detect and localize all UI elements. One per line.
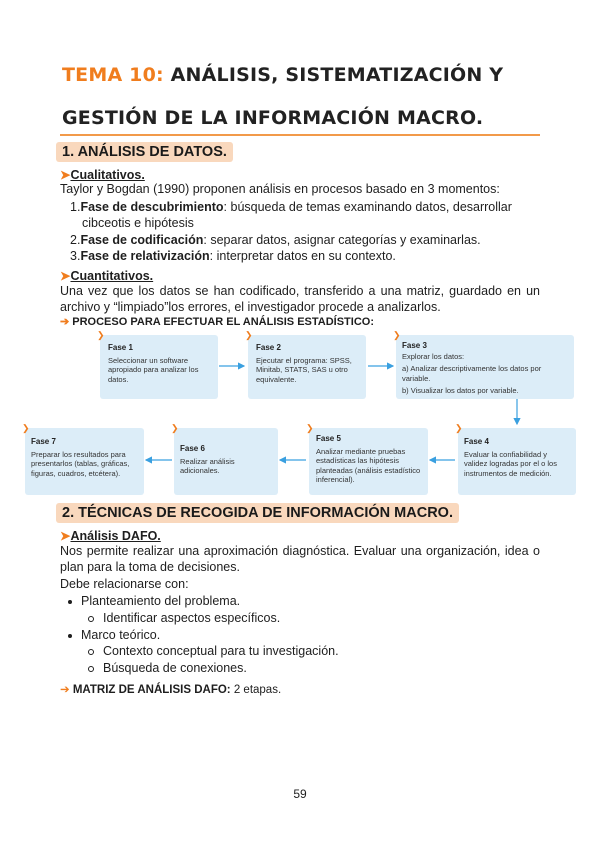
- bullet-dot-icon: [68, 634, 72, 638]
- phase-box-6: ❯ Fase 6 Realizar análisis adicionales.: [174, 428, 278, 495]
- phase-box-7: ❯ Fase 7 Preparar los resultados para presentarlos (tablas, gráficas, figuras, cuadros, etcétera).: [25, 428, 144, 495]
- tema-label: TEMA 10:: [62, 64, 164, 86]
- arrow-icon: ➤: [60, 269, 71, 283]
- marker-icon: ❯: [455, 423, 463, 433]
- bullet-1: Planteamiento del problema.: [68, 593, 240, 609]
- list-item-2: 2.Fase de codificación: separar datos, asignar categorías y examinarlas.: [70, 233, 481, 247]
- arrow-icon: ➤: [60, 168, 71, 182]
- list-item-1-cont: cibceotis e hipótesis: [82, 216, 194, 230]
- list-item-1: 1.Fase de descubrimiento: búsqueda de temas examinando datos, desarrollar: [70, 200, 512, 214]
- cuantitativos-label: ➤Cuantitativos.: [60, 269, 154, 283]
- section-heading-2: 2. TÉCNICAS DE RECOGIDA DE INFORMACIÓN MACRO.: [56, 503, 459, 523]
- bullet-circle-icon: [88, 649, 94, 655]
- phase-box-3: ❯ Fase 3 Explorar los datos: a) Analizar descriptivamente los datos por variable. b) Visualizar los datos por variable.: [396, 335, 574, 399]
- marker-icon: ❯: [97, 330, 105, 340]
- marker-icon: ❯: [171, 423, 179, 433]
- section-heading-1: 1. ANÁLISIS DE DATOS.: [56, 142, 233, 162]
- arrow-icon: ➤: [60, 529, 71, 543]
- proceso-label: ➔ PROCESO PARA EFECTUAR EL ANÁLISIS ESTADÍSTICO:: [60, 316, 374, 328]
- dafo-para-1: Nos permite realizar una aproximación diagnóstica. Evaluar una organización, idea o: [60, 544, 540, 558]
- dafo-label: ➤Análisis DAFO.: [60, 529, 161, 543]
- cuantitativos-para-2: archivo y “limpiado”los errores, el investigador procede a analizarlos.: [60, 300, 441, 314]
- cualitativos-label: ➤Cualitativos.: [60, 168, 145, 182]
- marker-icon: ❯: [245, 330, 253, 340]
- bullet-2b: Búsqueda de conexiones.: [88, 660, 247, 676]
- cualitativos-intro: Taylor y Bogdan (1990) proponen análisis en procesos basado en 3 momentos:: [60, 182, 500, 196]
- phase-box-4: ❯ Fase 4 Evaluar la confiabilidad y validez logradas por el o los instrumentos de medición.: [458, 428, 576, 495]
- marker-icon: ❯: [22, 423, 30, 433]
- arrow-icon: ➔: [60, 684, 70, 696]
- list-item-3: 3.Fase de relativización: interpretar datos en su contexto.: [70, 249, 396, 263]
- relacion-text: Debe relacionarse con:: [60, 577, 189, 591]
- bullet-dot-icon: [68, 600, 72, 604]
- marker-icon: ❯: [393, 330, 401, 340]
- dafo-para-2: plan para la toma de decisiones.: [60, 560, 240, 574]
- matriz-line: ➔ MATRIZ DE ANÁLISIS DAFO: 2 etapas.: [60, 684, 282, 696]
- cuantitativos-para-1: Una vez que los datos se han codificado, transferido a una matriz, guardado en un: [60, 284, 540, 298]
- bullet-2: Marco teórico.: [68, 627, 160, 643]
- arrow-icon: ➔: [60, 316, 70, 328]
- title-divider: [60, 134, 540, 136]
- phase-box-2: ❯ Fase 2 Ejecutar el programa: SPSS, Minitab, STATS, SAS u otro equivalente.: [248, 335, 366, 399]
- bullet-2a: Contexto conceptual para tu investigación.: [88, 643, 339, 659]
- page-number: 59: [293, 787, 307, 801]
- bullet-1a: Identificar aspectos específicos.: [88, 610, 280, 626]
- bullet-circle-icon: [88, 666, 94, 672]
- bullet-circle-icon: [88, 616, 94, 622]
- phase-box-5: ❯ Fase 5 Analizar mediante pruebas estadísticas las hipótesis planteadas (análisis estadístico inferencial).: [309, 428, 428, 495]
- title-line-2: GESTIÓN DE LA INFORMACIÓN MACRO.: [62, 107, 484, 129]
- page-title: [62, 64, 503, 86]
- marker-icon: ❯: [306, 423, 314, 433]
- title-line-1: ANÁLISIS, SISTEMATIZACIÓN Y: [170, 64, 504, 86]
- phase-box-1: ❯ Fase 1 Seleccionar un software apropiado para analizar los datos.: [100, 335, 218, 399]
